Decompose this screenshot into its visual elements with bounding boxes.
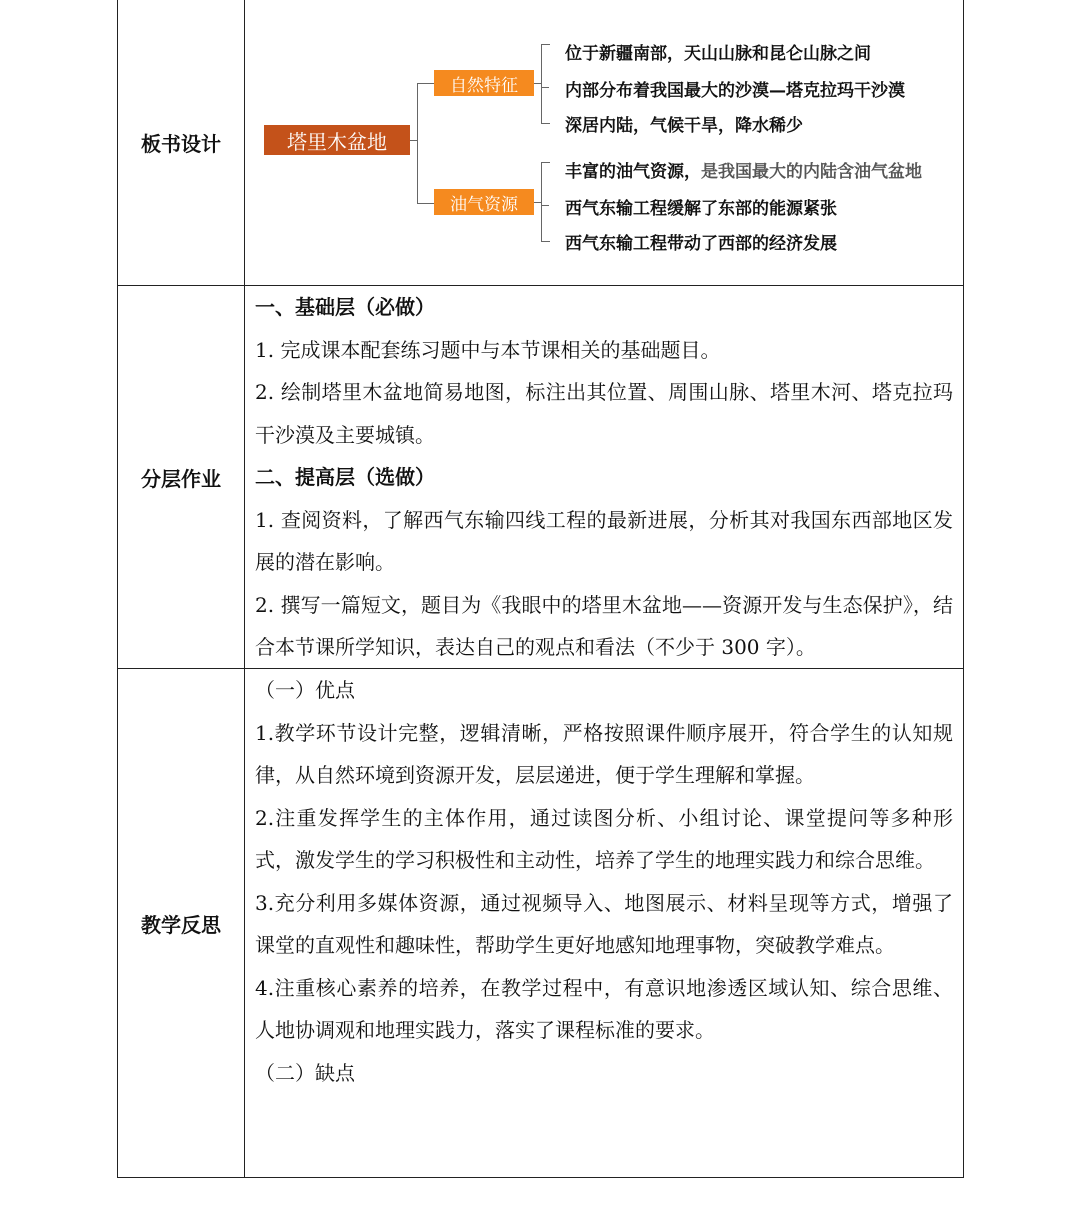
connector-branch-1-bracket xyxy=(541,44,550,124)
board-design-label: 板书设计 xyxy=(118,0,245,285)
reflection-weaknesses-heading: （二）缺点 xyxy=(255,1060,355,1085)
homework-advanced-heading: 二、提高层（选做） xyxy=(255,465,435,489)
reflection-strength-1: 1.教学环节设计完整，逻辑清晰，严格按照课件顺序展开，符合学生的认知规律，从自然环境到资源开发，层层递进，便于学生理解和掌握。 xyxy=(255,720,953,787)
branch-oil-gas: 油气资源 xyxy=(434,189,534,215)
homework-basic-heading: 一、基础层（必做） xyxy=(255,295,435,319)
connector-root-bracket xyxy=(417,83,435,204)
reflection-label: 教学反思 xyxy=(118,669,245,1177)
reflection-strength-3: 3.充分利用多媒体资源，通过视频导入、地图展示、材料呈现等方式，增强了课堂的直观性和趣味性，帮助学生更好地感知地理事物，突破教学难点。 xyxy=(255,890,953,957)
leaf-oil-gas-resources-text: 丰富的油气资源， xyxy=(565,162,701,182)
connector-branch-2-bracket xyxy=(541,162,550,242)
reflection-strength-4: 4.注重核心素养的培养，在教学过程中，有意识地渗透区域认知、综合思维、人地协调观和地理实践力，落实了课程标准的要求。 xyxy=(255,975,953,1042)
connector-branch-2-mid xyxy=(541,205,549,206)
reflection-content xyxy=(245,669,963,1177)
reflection-strengths-heading: （一）优点 xyxy=(255,678,355,702)
lesson-plan-table xyxy=(117,0,964,1178)
connector-branch-2 xyxy=(534,202,541,203)
leaf-oil-gas-resources xyxy=(565,157,922,182)
reflection-row xyxy=(118,668,963,1177)
leaf-desert: 内部分布着我国最大的沙漠—塔克拉玛干沙漠 xyxy=(565,81,905,101)
connector-branch-1 xyxy=(534,83,541,84)
connector-branch-1-mid xyxy=(541,87,549,88)
homework-label: 分层作业 xyxy=(118,286,245,668)
homework-basic-item-2: 2. 绘制塔里木盆地简易地图，标注出其位置、周围山脉、塔里木河、塔克拉玛干沙漠及主要城镇。 xyxy=(255,380,953,447)
homework-basic-item-1: 1. 完成课本配套练习题中与本节课相关的基础题目。 xyxy=(255,337,721,362)
homework-advanced-item-1: 1. 查阅资料，了解西气东输四线工程的最新进展，分析其对我国东西部地区发展的潜在影响。 xyxy=(255,507,953,574)
connector-root xyxy=(410,140,417,141)
leaf-oil-gas-resources-suffix: 是我国最大的内陆含油气盆地 xyxy=(701,162,922,182)
homework-advanced-item-2: 2. 撰写一篇短文，题目为《我眼中的塔里木盆地——资源开发与生态保护》，结合本节课所学知识，表达自己的观点和看法（不少于 300 字）。 xyxy=(255,592,953,659)
board-design-content xyxy=(245,0,963,285)
homework-row xyxy=(118,285,963,668)
mind-map xyxy=(245,0,963,284)
leaf-location: 位于新疆南部，天山山脉和昆仑山脉之间 xyxy=(565,44,871,64)
leaf-west-economy: 西气东输工程带动了西部的经济发展 xyxy=(565,234,837,254)
leaf-east-energy: 西气东输工程缓解了东部的能源紧张 xyxy=(565,199,837,219)
homework-content xyxy=(245,286,963,668)
board-design-row xyxy=(118,0,963,285)
branch-natural-features: 自然特征 xyxy=(434,70,534,96)
leaf-climate: 深居内陆，气候干旱，降水稀少 xyxy=(565,116,803,136)
mind-map-root: 塔里木盆地 xyxy=(264,125,410,155)
reflection-strength-2: 2.注重发挥学生的主体作用，通过读图分析、小组讨论、课堂提问等多种形式，激发学生的学习积极性和主动性，培养了学生的地理实践力和综合思维。 xyxy=(255,805,953,872)
